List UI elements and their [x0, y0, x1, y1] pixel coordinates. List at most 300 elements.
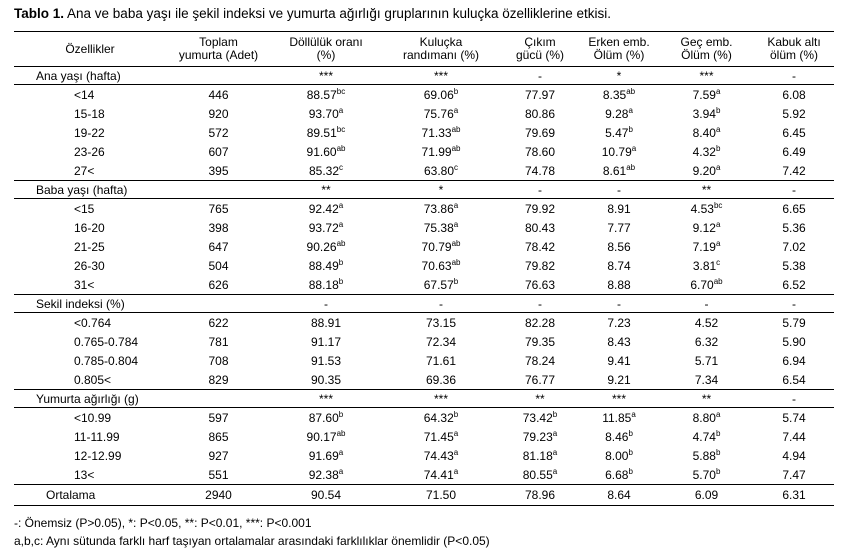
significance-cell: [381, 390, 501, 408]
table-row: [14, 446, 834, 465]
total-value: 90.54: [310, 488, 342, 502]
row-label: [14, 85, 166, 105]
cell-value: 551: [208, 467, 229, 482]
table-row: [14, 123, 834, 142]
row-label-text: 15-18: [74, 106, 105, 121]
value-cell: [381, 256, 501, 275]
cell-value: 70.63: [421, 258, 452, 273]
value-cell: [579, 161, 659, 181]
cell-value: 927: [208, 448, 229, 463]
total-label: [14, 485, 166, 506]
value-cell: [166, 408, 271, 428]
cell-value: 9.21: [607, 372, 631, 387]
cell-superscript: ab: [336, 238, 346, 248]
value-cell: [754, 199, 834, 219]
significance-mark: *: [438, 182, 444, 197]
group-label-text: Sekil indeksi (%): [36, 296, 125, 311]
row-label: [14, 465, 166, 485]
value-cell: [501, 123, 579, 142]
cell-superscript: ab: [626, 86, 636, 96]
group-row: [14, 67, 834, 85]
value-cell: [754, 104, 834, 123]
cell-value: 6.32: [694, 334, 719, 349]
cell-superscript: ab: [336, 143, 346, 153]
value-cell: [579, 370, 659, 390]
cell-value: 6.08: [782, 87, 806, 102]
cell-superscript: a: [628, 105, 633, 115]
significance-mark: ***: [433, 68, 448, 83]
value-cell: [381, 313, 501, 333]
total-value-cell: [579, 485, 659, 506]
column-header-line: Döllülük oranı: [289, 35, 363, 49]
cell-value: 4.53: [690, 201, 714, 216]
cell-value: 74.43: [423, 448, 454, 463]
cell-value: 80.43: [524, 220, 556, 235]
cell-superscript: b: [453, 86, 459, 96]
value-cell: [501, 351, 579, 370]
total-value: 71.50: [425, 488, 457, 502]
significance-mark: **: [535, 391, 545, 406]
significance-mark: -: [439, 296, 443, 311]
cell-superscript: ab: [451, 257, 461, 267]
value-cell: [659, 351, 754, 370]
cell-value: 79.82: [524, 258, 556, 273]
row-label-text: 21-25: [74, 239, 105, 254]
value-cell: [501, 313, 579, 333]
column-header-line: Özellikler: [65, 41, 115, 56]
cell-superscript: b: [338, 276, 344, 286]
cell-superscript: a: [715, 409, 721, 419]
value-cell: [579, 199, 659, 219]
row-label-text: <14: [74, 87, 95, 102]
cell-value: 626: [208, 277, 229, 292]
total-label-text: Ortalama: [46, 488, 96, 502]
significance-mark: -: [792, 391, 796, 406]
value-cell: [754, 237, 834, 256]
total-value-cell: [501, 485, 579, 506]
group-row: [14, 390, 834, 408]
column-header: [166, 32, 271, 67]
row-label: [14, 237, 166, 256]
cell-value: 708: [208, 353, 229, 368]
table-row: [14, 199, 834, 219]
row-label-text: 27<: [74, 163, 95, 178]
table-header: [14, 32, 834, 67]
group-label-text: Baba yaşı (hafta): [36, 182, 128, 197]
column-header-line: randımanı (%): [402, 48, 480, 62]
significance-cell: [579, 67, 659, 85]
cell-value: 8.80: [692, 410, 716, 425]
row-label: [14, 332, 166, 351]
significance-mark: ***: [318, 68, 333, 83]
value-cell: [659, 427, 754, 446]
value-cell: [271, 123, 381, 142]
cell-superscript: bc: [336, 124, 346, 134]
cell-value: 73.86: [423, 201, 454, 216]
value-cell: [166, 237, 271, 256]
cell-value: 7.23: [607, 315, 631, 330]
value-cell: [501, 237, 579, 256]
group-label: [14, 67, 166, 85]
value-cell: [579, 85, 659, 105]
cell-superscript: a: [715, 162, 721, 172]
cell-value: 8.91: [607, 201, 631, 216]
cell-value: 76.77: [524, 372, 556, 387]
cell-superscript: b: [338, 257, 344, 267]
column-header-line: Toplam: [199, 35, 238, 49]
cell-value: 80.86: [524, 106, 556, 121]
cell-value: 9.28: [605, 106, 629, 121]
cell-value: 73.42: [522, 410, 553, 425]
value-cell: [381, 123, 501, 142]
value-cell: [754, 332, 834, 351]
significance-cell: [381, 295, 501, 313]
value-cell: [166, 313, 271, 333]
cell-value: 91.60: [306, 144, 337, 159]
significance-note: -: Önemsiz (P>0.05), *: P<0.05, **: P<0.01, ***: P<0.001: [14, 516, 312, 530]
table-row: [14, 313, 834, 333]
cell-value: 6.94: [782, 353, 806, 368]
value-cell: [579, 123, 659, 142]
row-label-text: 19-22: [74, 125, 105, 140]
column-header-line: yumurta (Adet): [178, 48, 259, 62]
cell-superscript: a: [715, 219, 721, 229]
column-header-line: Ölüm (%): [681, 48, 732, 62]
cell-superscript: ab: [713, 276, 723, 286]
cell-superscript: b: [628, 124, 633, 134]
value-cell: [166, 427, 271, 446]
cell-superscript: b: [628, 428, 633, 438]
row-label: [14, 161, 166, 181]
value-cell: [381, 351, 501, 370]
cell-superscript: a: [453, 200, 459, 210]
cell-superscript: a: [552, 428, 558, 438]
significance-cell: [659, 181, 754, 199]
value-cell: [166, 104, 271, 123]
significance-mark: -: [538, 182, 542, 197]
value-cell: [271, 465, 381, 485]
cell-value: 5.79: [782, 315, 806, 330]
value-cell: [166, 446, 271, 465]
cell-superscript: b: [715, 428, 721, 438]
cell-superscript: a: [338, 219, 344, 229]
cell-superscript: a: [631, 143, 637, 153]
total-value-cell: [271, 485, 381, 506]
significance-cell: [501, 67, 579, 85]
cell-superscript: b: [453, 276, 459, 286]
total-value-cell: [381, 485, 501, 506]
value-cell: [659, 446, 754, 465]
value-cell: [579, 332, 659, 351]
value-cell: [381, 199, 501, 219]
row-label: [14, 275, 166, 295]
cell-value: 9.20: [692, 163, 716, 178]
cell-value: 69.06: [423, 87, 454, 102]
column-header-line: (%): [316, 48, 336, 62]
significance-mark: **: [321, 182, 331, 197]
significance-cell: [659, 67, 754, 85]
cell-value: 395: [208, 163, 229, 178]
significance-cell: [271, 67, 381, 85]
value-cell: [754, 85, 834, 105]
value-cell: [501, 427, 579, 446]
value-cell: [271, 408, 381, 428]
significance-mark: -: [617, 182, 621, 197]
cell-value: 73.15: [425, 315, 457, 330]
significance-cell: [166, 295, 271, 313]
cell-superscript: a: [338, 447, 344, 457]
cell-value: 7.44: [782, 429, 806, 444]
cell-value: 8.74: [607, 258, 631, 273]
cell-value: 3.94: [692, 106, 716, 121]
cell-value: 5.71: [694, 353, 719, 368]
significance-mark: -: [792, 68, 796, 83]
cell-value: 7.02: [782, 239, 806, 254]
value-cell: [381, 465, 501, 485]
value-cell: [166, 142, 271, 161]
column-header: [14, 32, 166, 67]
cell-value: 8.43: [607, 334, 631, 349]
value-cell: [501, 465, 579, 485]
cell-value: 91.17: [310, 334, 342, 349]
cell-value: 88.49: [308, 258, 339, 273]
cell-value: 10.79: [601, 144, 632, 159]
table-caption: [14, 6, 611, 21]
row-label: [14, 142, 166, 161]
significance-cell: [754, 181, 834, 199]
cell-value: 4.52: [694, 315, 719, 330]
cell-value: 71.33: [421, 125, 452, 140]
value-cell: [271, 142, 381, 161]
column-header: [754, 32, 834, 67]
cell-value: 5.36: [782, 220, 806, 235]
value-cell: [754, 351, 834, 370]
value-cell: [271, 332, 381, 351]
cell-value: 4.74: [692, 429, 716, 444]
cell-superscript: b: [715, 447, 721, 457]
total-value: 2940: [205, 488, 232, 502]
cell-value: 765: [208, 201, 229, 216]
total-value: 8.64: [607, 488, 631, 502]
cell-value: 781: [208, 334, 229, 349]
cell-superscript: ab: [336, 428, 346, 438]
cell-value: 7.34: [694, 372, 719, 387]
column-header-line: Çıkım: [524, 35, 556, 49]
significance-mark: **: [701, 182, 712, 197]
value-cell: [271, 427, 381, 446]
value-cell: [754, 256, 834, 275]
cell-value: 5.38: [782, 258, 806, 273]
table-row: [14, 142, 834, 161]
row-label: [14, 256, 166, 275]
value-cell: [166, 332, 271, 351]
value-cell: [166, 218, 271, 237]
value-cell: [579, 446, 659, 465]
value-cell: [579, 408, 659, 428]
value-cell: [579, 313, 659, 333]
value-cell: [381, 218, 501, 237]
cell-value: 5.90: [782, 334, 806, 349]
value-cell: [659, 161, 754, 181]
cell-superscript: a: [453, 428, 459, 438]
significance-cell: [754, 67, 834, 85]
value-cell: [166, 256, 271, 275]
significance-mark: *: [616, 68, 622, 83]
group-row: [14, 181, 834, 199]
significance-cell: [754, 295, 834, 313]
significance-mark: -: [324, 296, 328, 311]
cell-value: 8.46: [605, 429, 629, 444]
value-cell: [381, 85, 501, 105]
value-cell: [381, 446, 501, 465]
column-header-line: Kabuk altı: [767, 35, 821, 49]
cell-value: 572: [208, 125, 229, 140]
row-label-text: 16-20: [74, 220, 105, 235]
cell-value: 85.32: [308, 163, 340, 178]
table-caption-number: Tablo 1.: [14, 6, 65, 21]
group-label: [14, 390, 166, 408]
cell-superscript: b: [552, 409, 558, 419]
value-cell: [271, 446, 381, 465]
significance-mark: -: [704, 296, 709, 311]
value-cell: [501, 142, 579, 161]
significance-cell: [501, 390, 579, 408]
cell-superscript: bc: [713, 200, 723, 210]
significance-mark: ***: [611, 391, 626, 406]
value-cell: [271, 275, 381, 295]
table-row: [14, 256, 834, 275]
row-label-text: <10.99: [74, 410, 112, 425]
cell-superscript: c: [454, 162, 459, 172]
value-cell: [501, 275, 579, 295]
cell-value: 77.97: [524, 87, 556, 102]
cell-superscript: ab: [451, 143, 461, 153]
value-cell: [501, 408, 579, 428]
value-cell: [271, 237, 381, 256]
value-cell: [271, 370, 381, 390]
cell-value: 7.42: [782, 163, 806, 178]
significance-mark: **: [701, 391, 712, 406]
cell-value: 93.70: [308, 106, 339, 121]
row-label-text: 12-12.99: [74, 448, 122, 463]
cell-superscript: ab: [451, 124, 461, 134]
cell-value: 92.42: [308, 201, 339, 216]
row-label-text: 31<: [74, 277, 95, 292]
significance-cell: [501, 295, 579, 313]
value-cell: [381, 142, 501, 161]
total-value: 6.09: [694, 488, 719, 502]
cell-value: 7.19: [692, 239, 716, 254]
value-cell: [754, 275, 834, 295]
cell-value: 74.78: [524, 163, 556, 178]
value-cell: [271, 85, 381, 105]
cell-value: 504: [208, 258, 229, 273]
cell-value: 4.32: [692, 144, 716, 159]
column-header: [501, 32, 579, 67]
cell-value: 91.69: [308, 448, 339, 463]
table-row: [14, 237, 834, 256]
significance-cell: [501, 181, 579, 199]
cell-value: 90.26: [306, 239, 337, 254]
header-row: [14, 32, 834, 67]
significance-mark: ***: [318, 391, 333, 406]
cell-value: 72.34: [425, 334, 457, 349]
cell-superscript: a: [338, 200, 344, 210]
cell-value: 865: [208, 429, 229, 444]
cell-value: 88.18: [308, 277, 339, 292]
cell-value: 7.59: [692, 87, 716, 102]
value-cell: [579, 218, 659, 237]
significance-cell: [166, 390, 271, 408]
value-cell: [659, 370, 754, 390]
significance-cell: [579, 181, 659, 199]
value-cell: [754, 161, 834, 181]
row-label-text: 0.805<: [74, 372, 112, 387]
cell-value: 647: [208, 239, 229, 254]
cell-value: 69.36: [425, 372, 457, 387]
letters-note: a,b,c: Aynı sütunda farklı harf taşıyan ortalamalar arasındaki farklılıklar önemlidir (P<0.05): [14, 534, 490, 548]
cell-value: 597: [208, 410, 229, 425]
column-header-line: ölüm (%): [769, 48, 818, 62]
cell-superscript: a: [715, 124, 721, 134]
row-label: [14, 104, 166, 123]
cell-value: 8.56: [607, 239, 631, 254]
cell-value: 11.85: [602, 410, 632, 425]
cell-superscript: b: [453, 409, 459, 419]
cell-value: 6.68: [605, 467, 629, 482]
cell-value: 920: [208, 106, 229, 121]
group-row: [14, 295, 834, 313]
cell-value: 5.92: [782, 106, 806, 121]
cell-value: 446: [208, 87, 229, 102]
row-label: [14, 427, 166, 446]
value-cell: [659, 199, 754, 219]
group-label-text: Yumurta ağırlığı (g): [36, 391, 139, 406]
value-cell: [501, 218, 579, 237]
cell-value: 70.79: [421, 239, 452, 254]
value-cell: [166, 161, 271, 181]
value-cell: [381, 104, 501, 123]
cell-superscript: b: [338, 409, 344, 419]
cell-value: 92.38: [308, 467, 339, 482]
total-value-cell: [166, 485, 271, 506]
value-cell: [659, 218, 754, 237]
row-label: [14, 313, 166, 333]
cell-value: 90.17: [306, 429, 337, 444]
cell-value: 7.47: [782, 467, 806, 482]
column-header: [271, 32, 381, 67]
cell-value: 71.45: [423, 429, 454, 444]
value-cell: [271, 199, 381, 219]
value-cell: [579, 465, 659, 485]
cell-superscript: ab: [451, 238, 461, 248]
cell-superscript: b: [715, 105, 721, 115]
value-cell: [166, 123, 271, 142]
cell-value: 8.00: [605, 448, 629, 463]
column-header-line: Kuluçka: [419, 35, 463, 49]
value-cell: [579, 427, 659, 446]
cell-value: 622: [208, 315, 229, 330]
significance-mark: -: [617, 296, 621, 311]
cell-value: 91.53: [310, 353, 342, 368]
cell-value: 75.76: [423, 106, 454, 121]
row-label: [14, 123, 166, 142]
column-header: [381, 32, 501, 67]
total-value-cell: [659, 485, 754, 506]
column-header-line: gücü (%): [515, 48, 565, 62]
significance-cell: [381, 181, 501, 199]
significance-cell: [271, 390, 381, 408]
